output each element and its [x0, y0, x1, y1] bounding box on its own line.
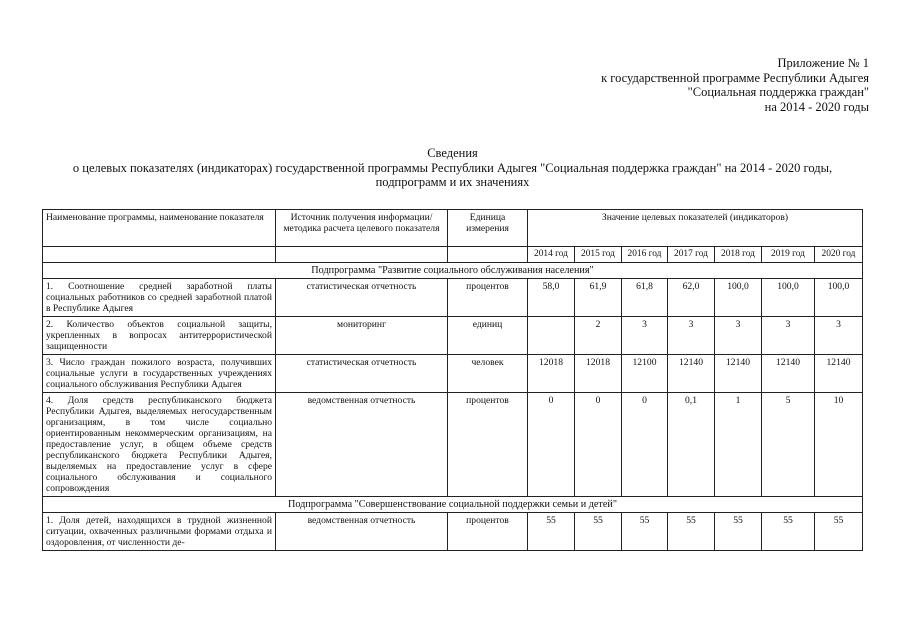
indicator-unit: процентов: [448, 392, 528, 496]
indicator-name: 1. Доля детей, находящихся в трудной жизненной ситуации, охваченных различными формами отдыха и оздоровления, от численности де-: [43, 512, 276, 550]
table-row: [43, 278, 863, 316]
value-cell: 55: [575, 512, 622, 550]
value-cell: 3: [815, 316, 863, 354]
indicator-unit: процентов: [448, 512, 528, 550]
value-cell: 12140: [715, 354, 762, 392]
document-title: [30, 146, 875, 190]
subprogram-title: Подпрограмма "Совершенствование социальной поддержки семьи и детей": [43, 496, 863, 512]
year-cell: 2016 год: [622, 247, 668, 263]
header-values: Значение целевых показателей (индикаторов): [528, 210, 863, 247]
appendix-line: "Социальная поддержка граждан": [687, 85, 869, 99]
indicator-unit: человек: [448, 354, 528, 392]
subprogram-title: Подпрограмма "Развитие социального обслуживания населения": [43, 262, 863, 278]
year-cell: 2014 год: [528, 247, 575, 263]
value-cell: 55: [668, 512, 715, 550]
value-cell: 55: [762, 512, 815, 550]
table-row: [43, 512, 863, 550]
year-cell: 2019 год: [762, 247, 815, 263]
value-cell: 55: [715, 512, 762, 550]
value-cell: 0: [575, 392, 622, 496]
table-header-row: [43, 210, 863, 247]
table-years-row: [43, 247, 863, 263]
value-cell: 3: [715, 316, 762, 354]
value-cell: 100,0: [815, 278, 863, 316]
value-cell: [528, 316, 575, 354]
value-cell: 62,0: [668, 278, 715, 316]
year-cell: 2018 год: [715, 247, 762, 263]
table-row: [43, 316, 863, 354]
indicator-unit: процентов: [448, 278, 528, 316]
header-name: Наименование программы, наименование показателя: [43, 210, 276, 247]
value-cell: 3: [668, 316, 715, 354]
value-cell: 10: [815, 392, 863, 496]
appendix-header: [601, 56, 869, 114]
value-cell: 100,0: [762, 278, 815, 316]
table-row: [43, 354, 863, 392]
indicator-source: ведомственная отчетность: [276, 392, 448, 496]
value-cell: 12140: [815, 354, 863, 392]
year-cell: 2020 год: [815, 247, 863, 263]
value-cell: 0,1: [668, 392, 715, 496]
subprogram-row: [43, 496, 863, 512]
value-cell: 55: [815, 512, 863, 550]
indicator-name: 2. Количество объектов социальной защиты, укрепленных в вопросах антитеррористической защищенности: [43, 316, 276, 354]
header-unit: Единица измерения: [448, 210, 528, 247]
value-cell: 55: [622, 512, 668, 550]
indicator-source: мониторинг: [276, 316, 448, 354]
year-cell: 2015 год: [575, 247, 622, 263]
value-cell: 3: [762, 316, 815, 354]
blank-cell: [43, 247, 276, 263]
indicator-source: ведомственная отчетность: [276, 512, 448, 550]
year-cell: 2017 год: [668, 247, 715, 263]
value-cell: 12018: [528, 354, 575, 392]
appendix-line: к государственной программе Республики Адыгея: [601, 70, 869, 85]
value-cell: 61,9: [575, 278, 622, 316]
value-cell: 58,0: [528, 278, 575, 316]
indicator-name: 3. Число граждан пожилого возраста, получивших социальные услуги в государственных учреждениях социального обслуживания Республики Адыгея: [43, 354, 276, 392]
value-cell: 12018: [575, 354, 622, 392]
indicator-source: статистическая отчетность: [276, 354, 448, 392]
value-cell: 0: [528, 392, 575, 496]
indicators-table: [42, 209, 863, 551]
value-cell: 1: [715, 392, 762, 496]
value-cell: 12140: [668, 354, 715, 392]
title-heading: Сведения: [427, 146, 478, 160]
blank-cell: [448, 247, 528, 263]
header-source: Источник получения информации/методика расчета целевого показателя: [276, 210, 448, 247]
title-subtitle: о целевых показателях (индикаторах) государственной программы Республики Адыгея "Социальная поддержка граждан" на 2014 - 2020 годы, подпрограмм и их значениях: [72, 160, 833, 189]
appendix-line: на 2014 - 2020 годы: [764, 99, 869, 114]
value-cell: 55: [528, 512, 575, 550]
subprogram-row: [43, 262, 863, 278]
value-cell: 100,0: [715, 278, 762, 316]
value-cell: 3: [622, 316, 668, 354]
blank-cell: [276, 247, 448, 263]
indicator-name: 1. Соотношение средней заработной платы социальных работников со средней заработной платой в Республике Адыгея: [43, 278, 276, 316]
table-row: [43, 392, 863, 496]
value-cell: 2: [575, 316, 622, 354]
indicator-name: 4. Доля средств республиканского бюджета Республики Адыгея, выделяемых негосударственным организациям, в том числе социально ориентированным некоммерческим организациям, на предоставление услуг, в общем объеме средств республиканского бюджета Республики Адыгея, выделяемых на предоставление услуг в сфере социального обслуживания и социального сопровождения: [43, 392, 276, 496]
value-cell: 12100: [622, 354, 668, 392]
value-cell: 5: [762, 392, 815, 496]
value-cell: 61,8: [622, 278, 668, 316]
appendix-line: Приложение № 1: [777, 56, 869, 70]
value-cell: 0: [622, 392, 668, 496]
indicator-source: статистическая отчетность: [276, 278, 448, 316]
value-cell: 12140: [762, 354, 815, 392]
indicator-unit: единиц: [448, 316, 528, 354]
